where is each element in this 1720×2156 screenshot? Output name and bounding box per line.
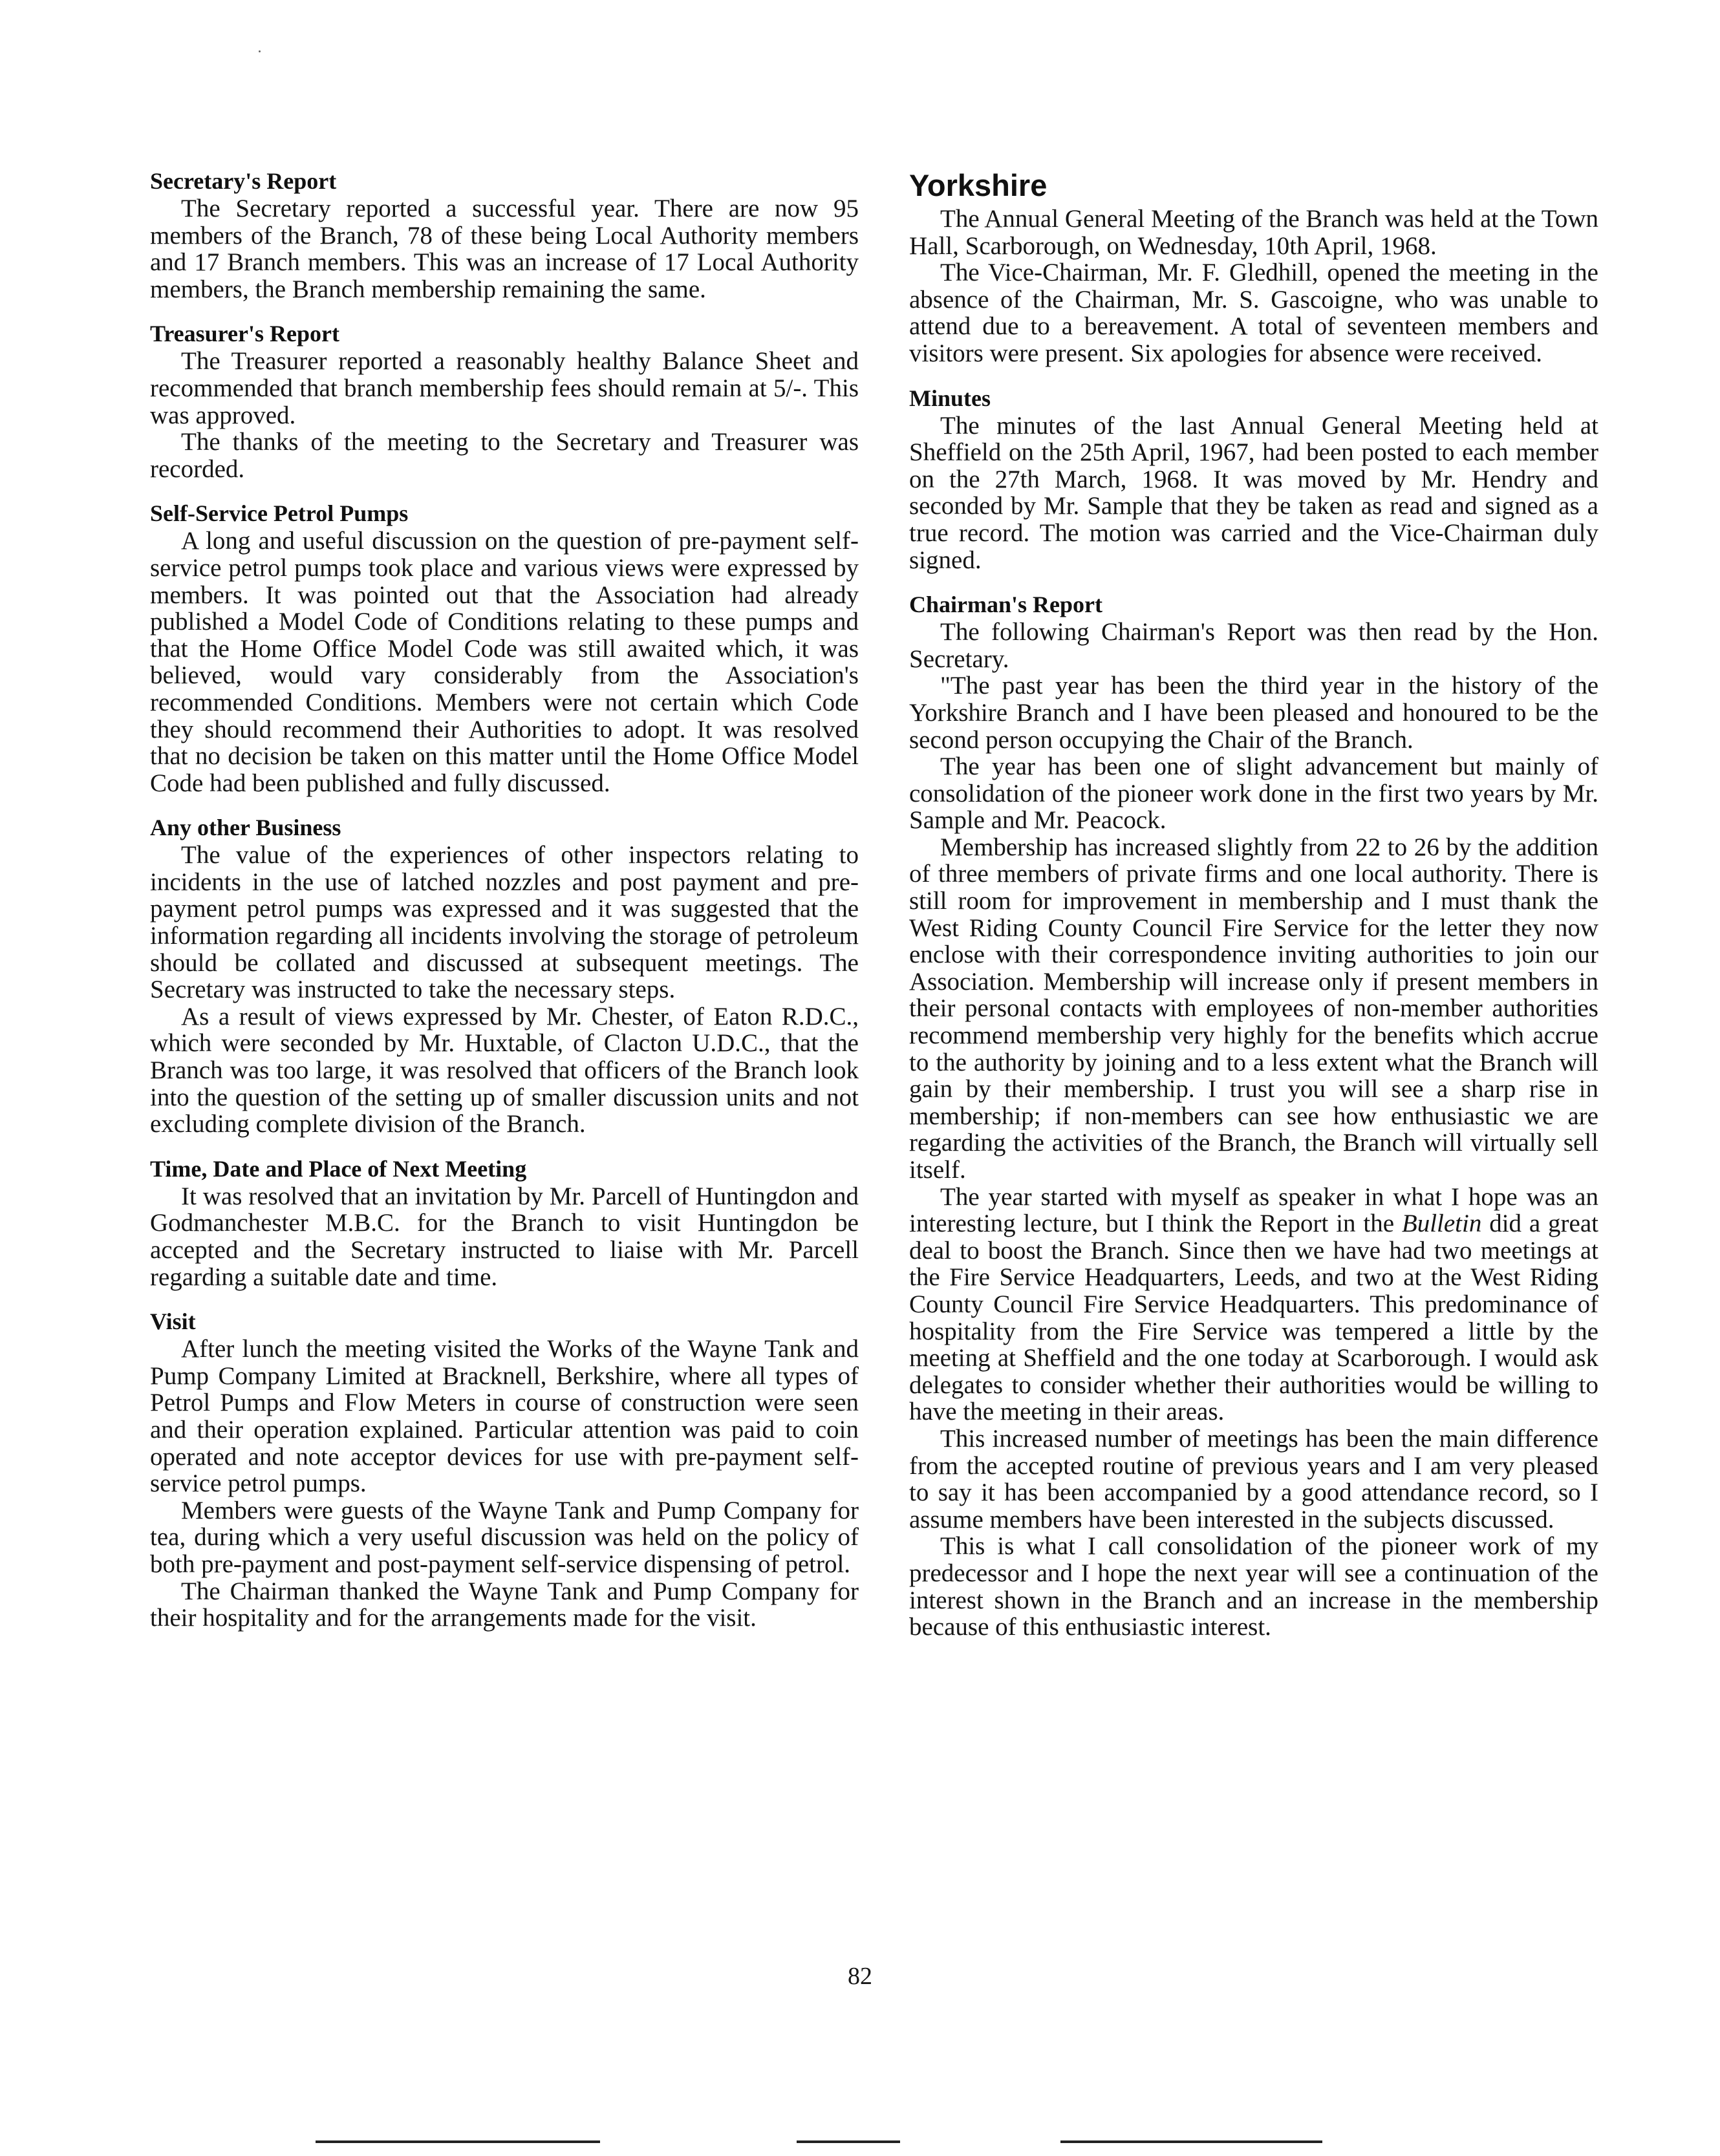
next-meeting-paragraph: It was resolved that an invitation by Mr. Parcell of Huntingdon and Godmanchester M.B.C. for the Branch to visit Huntingdon be accepted and the Secretary instructed to liaise with Mr. Parcell regarding a suitable date and time.	[150, 1182, 859, 1291]
next-meeting-heading: Time, Date and Place of Next Meeting	[150, 1155, 527, 1182]
petrol-pumps-heading: Self-Service Petrol Pumps	[150, 500, 409, 527]
intro-paragraph-1: The Annual General Meeting of the Branch was held at the Town Hall, Scarborough, on Wednesday, 10th April, 1968.	[909, 205, 1598, 260]
paragraph-5-text-before: The year started with myself as speaker in what I hope was an interesting lecture, but I think the Report in the	[909, 1182, 1598, 1238]
chairman-report-paragraph-3: The year has been one of slight advancement but mainly of consolidation of the pioneer work done in the first two years by Mr. Sample and Mr. Peacock.	[909, 752, 1598, 835]
bottom-rule-center	[797, 2140, 900, 2143]
secretary-report-heading: Secretary's Report	[150, 168, 337, 194]
bottom-rule-right	[1060, 2140, 1322, 2143]
chairman-report-paragraph-5	[909, 1184, 1598, 1425]
chairman-report-paragraph-1: The following Chairman's Report was then read by the Hon. Secretary.	[909, 618, 1598, 673]
bulletin-italic: Bulletin	[1401, 1210, 1482, 1238]
petrol-pumps-paragraph: A long and useful discussion on the question of pre-payment self-service petrol pumps took place and various views were expressed by members. It was pointed out that the Association had already published a Model Code of Conditions relating to these pumps and that the Home Office Model Code was still awaited which, it was believed, would vary considerably from the Association's recommended Conditions. Members were not certain which Code they should recommend their Authorities to adopt. It was resolved that no decision be taken on this matter until the Home Office Model Code had been published and fully discussed.	[150, 527, 859, 797]
visit-paragraph-3: The Chairman thanked the Wayne Tank and Pump Company for their hospitality and for the arrangements made for the visit.	[150, 1577, 859, 1632]
left-column	[150, 167, 859, 1632]
minutes-paragraph: The minutes of the last Annual General Meeting held at Sheffield on the 25th April, 1967, had been posted to each member on the 27th March, 1968. It was moved by Mr. Hendry and seconded by Mr. Sample that they be taken as read and signed as a true record. The motion was carried and the Vice-Chairman duly signed.	[909, 411, 1598, 574]
intro-paragraph-2: The Vice-Chairman, Mr. F. Gledhill, opened the meeting in the absence of the Chairman, Mr. S. Gascoigne, who was unable to attend due to a bereavement. A total of seventeen members and visitors were present. Six apologies for absence were received.	[909, 259, 1598, 367]
page-number: 82	[848, 1963, 872, 1990]
other-business-paragraph-1: The value of the experiences of other inspectors relating to incidents in the use of latched nozzles and post payment and pre-payment petrol pumps was expressed and it was suggested that the information regarding all incidents involving the storage of petroleum should be collated and discussed at subsequent meetings. The Secretary was instructed to take the necessary steps.	[150, 841, 859, 1004]
paragraph-5-text-after: did a great deal to boost the Branch. Since then we have had two meetings at the Fire Service Headquarters, Leeds, and two at the West Riding County Council Fire Service Headquarters. This predominance of hospitality from the Fire Service was tempered a little by the meeting at Sheffield and the one today at Scarborough. I would ask delegates to consider whether their authorities would be willing to have the meeting in their areas.	[909, 1210, 1598, 1426]
chairman-report-paragraph-7: This is what I call consolidation of the pioneer work of my predecessor and I hope the next year will see a continuation of the interest shown in the Branch and an increase in the membership because of this enthusiastic interest.	[909, 1532, 1598, 1641]
other-business-heading: Any other Business	[150, 815, 341, 841]
treasurer-report-paragraph-2: The thanks of the meeting to the Secretary and Treasurer was recorded.	[150, 428, 859, 483]
branch-title: Yorkshire	[909, 168, 1048, 202]
visit-paragraph-1: After lunch the meeting visited the Works of the Wayne Tank and Pump Company Limited at Bracknell, Berkshire, where all types of Petrol Pumps and Flow Meters in course of construction were seen and their operation explained. Particular attention was paid to coin operated and note acceptor devices for use with pre-payment self-service petrol pumps.	[150, 1335, 859, 1498]
minutes-heading: Minutes	[909, 385, 991, 411]
scan-speck	[259, 50, 261, 52]
other-business-paragraph-2: As a result of views expressed by Mr. Chester, of Eaton R.D.C., which were seconded by Mr. Huxtable, of Clacton U.D.C., that the Branch was too large, it was resolved that officers of the Branch look into the question of the setting up of smaller discussion units and not excluding complete division of the Branch.	[150, 1002, 859, 1138]
right-column	[909, 167, 1598, 1641]
visit-heading: Visit	[150, 1308, 196, 1335]
visit-paragraph-2: Members were guests of the Wayne Tank and Pump Company for tea, during which a very useful discussion was held on the policy of both pre-payment and post-payment self-service dispensing of petrol.	[150, 1496, 859, 1578]
treasurer-report-paragraph-1: The Treasurer reported a reasonably healthy Balance Sheet and recommended that branch membership fees should remain at 5/-. This was approved.	[150, 347, 859, 429]
chairman-report-paragraph-2: "The past year has been the third year in the history of the Yorkshire Branch and I have been pleased and honoured to be the second person occupying the Chair of the Branch.	[909, 672, 1598, 754]
chairman-report-heading: Chairman's Report	[909, 592, 1102, 618]
chairman-report-paragraph-6: This increased number of meetings has been the main difference from the accepted routine of previous years and I am very pleased to say it has been accompanied by a good attendance record, so I assume members have been interested in the subjects discussed.	[909, 1424, 1598, 1533]
bottom-rule-left	[316, 2140, 600, 2143]
chairman-report-paragraph-4: Membership has increased slightly from 22 to 26 by the addition of three members of private firms and one local authority. There is still room for improvement in membership and I must thank the West Riding County Council Fire Service for the letter they now enclose with their correspondence inviting authorities to join our Association. Membership will increase only if present members in their personal contacts with employees of non-member authorities recommend membership very highly for the benefits which accrue to the authority by joining and to a less extent what the Branch will gain by their membership. I trust you will see a sharp rise in membership; if non-members can see how enthusiastic we are regarding the activities of the Branch, the Branch will virtually sell itself.	[909, 833, 1598, 1184]
treasurer-report-heading: Treasurer's Report	[150, 321, 339, 347]
secretary-report-paragraph: The Secretary reported a successful year. There are now 95 members of the Branch, 78 of these being Local Authority members and 17 Branch members. This was an increase of 17 Local Authority members, the Branch membership remaining the same.	[150, 195, 859, 303]
